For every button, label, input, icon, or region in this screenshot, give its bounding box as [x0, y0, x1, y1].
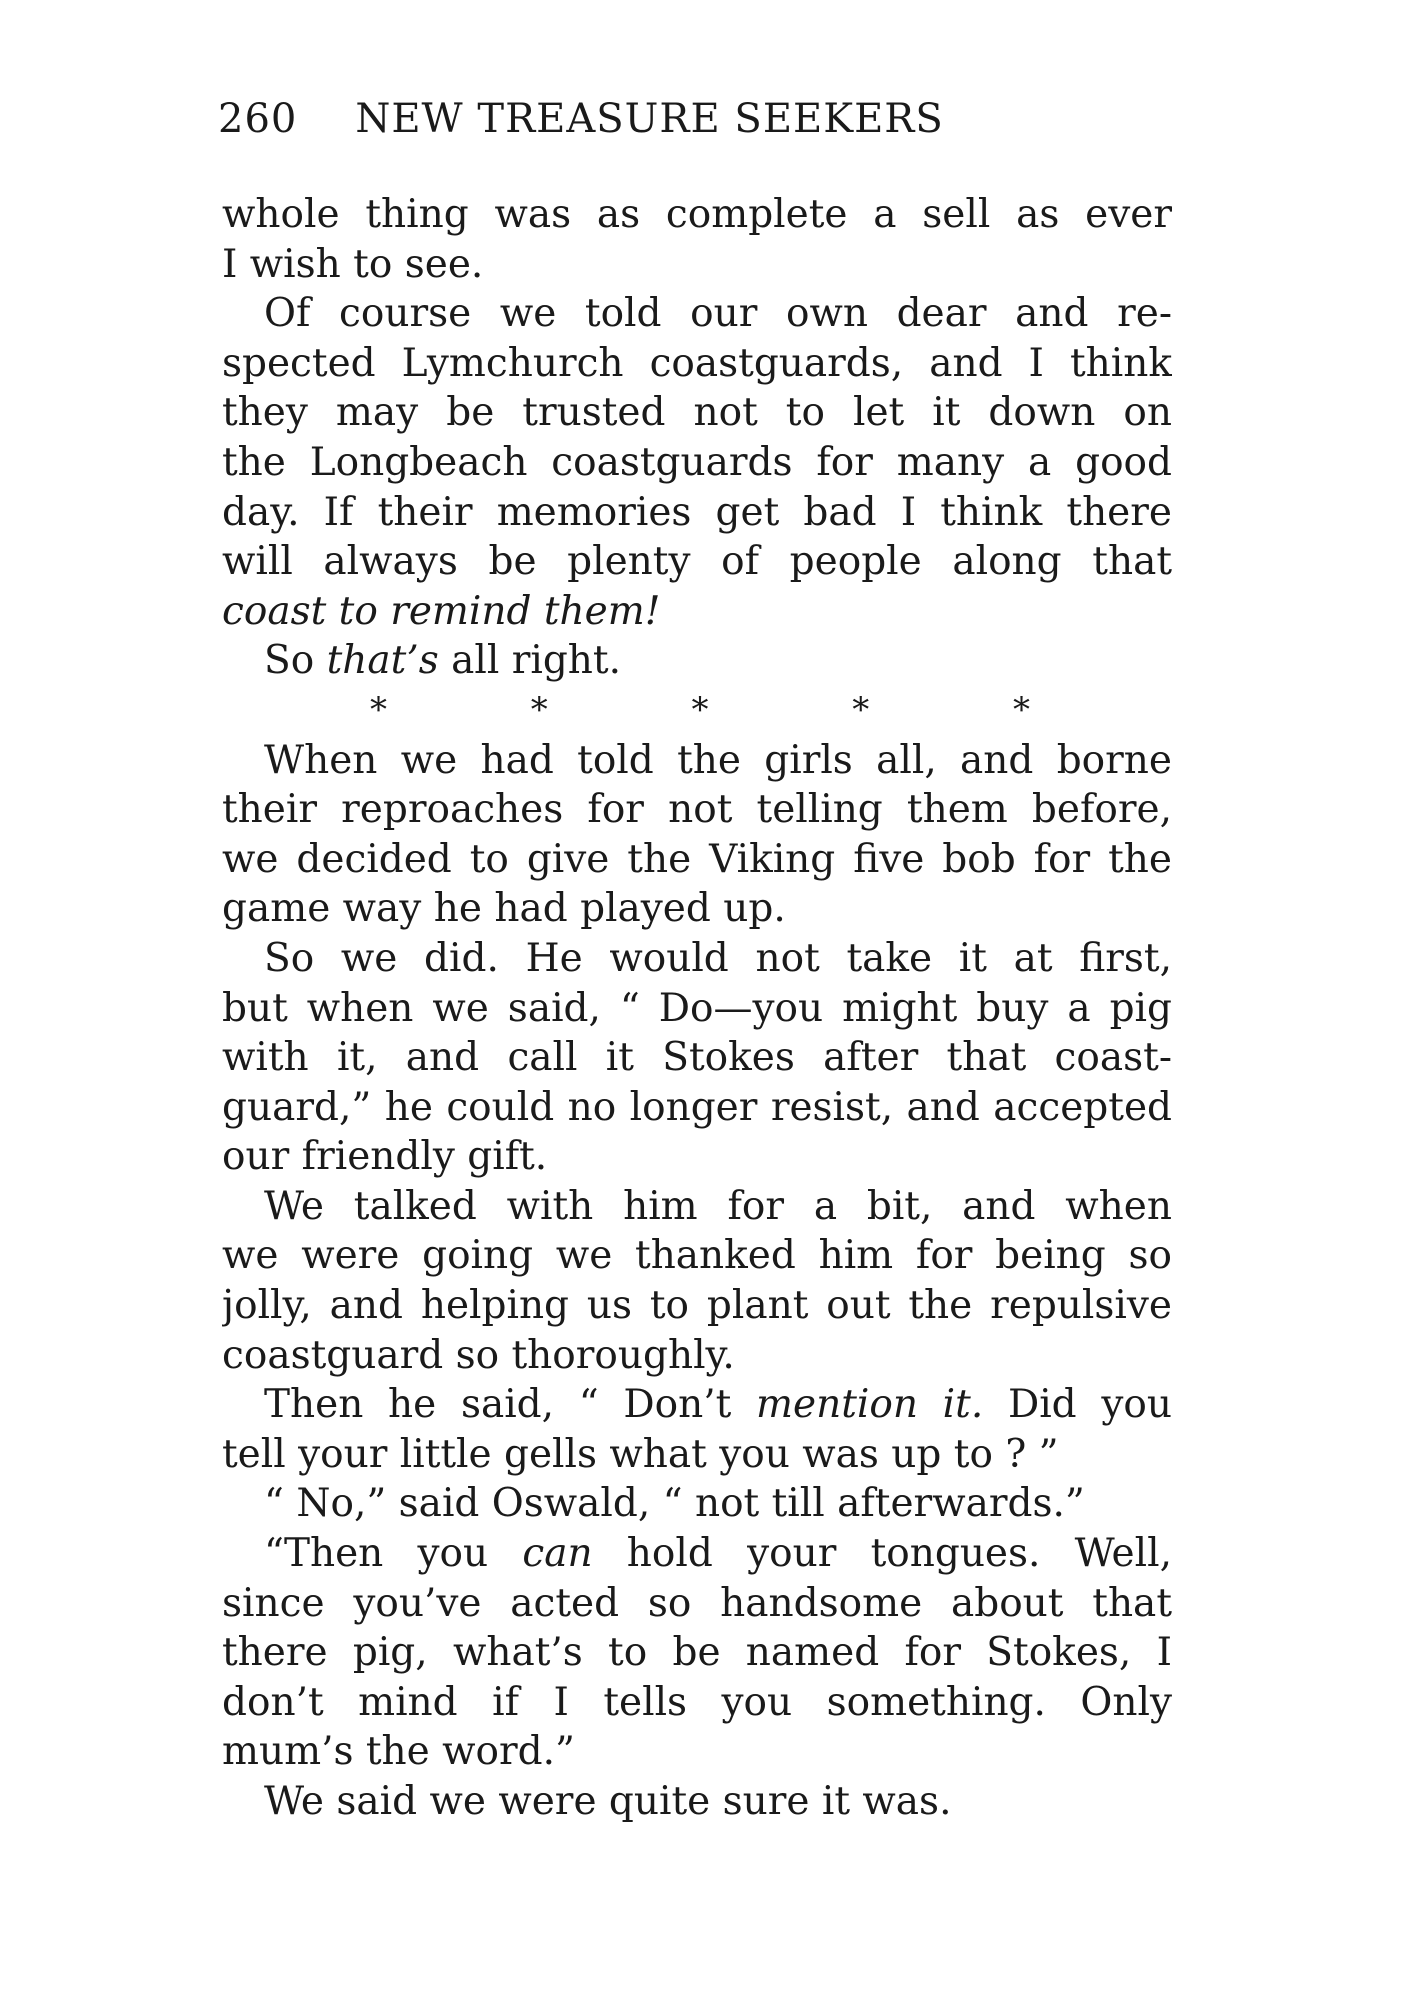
- asterisk: *: [530, 689, 548, 730]
- text-line: [222, 1529, 1172, 1579]
- text-line: When we had told the girls all, and borne: [264, 737, 1172, 783]
- text-line: [222, 1380, 1172, 1430]
- italic-text: can: [522, 1531, 593, 1577]
- text-line: will always be plenty of people along that: [222, 539, 1172, 585]
- text-line: the Longbeach coastguards for many a good: [222, 439, 1172, 485]
- text-line: since you’ve acted so handsome about that: [222, 1580, 1172, 1626]
- text-line: game way he had played up.: [222, 886, 786, 932]
- text-line: we were going we thanked him for being so: [222, 1233, 1172, 1279]
- text-line: coastguard so thoroughly.: [222, 1332, 735, 1378]
- section-separator: [370, 686, 1030, 736]
- text-run: Did you: [983, 1382, 1172, 1428]
- text-run: Then he said, “ Don’t: [264, 1382, 757, 1428]
- italic-text: mention it.: [756, 1382, 984, 1428]
- text-line: with it, and call it Stokes after that coast-: [222, 1035, 1172, 1081]
- text-line: day. If their memories get bad I think there: [222, 489, 1172, 535]
- page-number: 260: [218, 96, 298, 142]
- text-line: “ No,” said Oswald, “ not till afterwards.”: [264, 1481, 1085, 1527]
- body-text: [222, 190, 1172, 1827]
- text-line: don’t mind if I tells you something. Only: [222, 1679, 1172, 1725]
- asterisk: *: [370, 689, 387, 730]
- text-line: We said we were quite sure it was.: [264, 1779, 952, 1824]
- text-line: there pig, what’s to be named for Stokes, I: [222, 1630, 1172, 1676]
- italic-text: that’s: [326, 638, 439, 684]
- text-line: our friendly gift.: [222, 1134, 548, 1180]
- text-line: whole thing was as complete a sell as ever: [222, 192, 1172, 237]
- text-line: tell your little gells what you was up to ? ”: [222, 1431, 1059, 1477]
- asterisk: *: [1013, 689, 1030, 730]
- text-line: Of course we told our own dear and re-: [264, 291, 1172, 337]
- text-line: spected Lymchurch coastguards, and I think: [222, 340, 1172, 386]
- text-line: [222, 636, 1172, 686]
- asterisk: *: [691, 689, 709, 730]
- text-line: mum’s the word.”: [222, 1729, 575, 1775]
- italic-text: coast to remind them!: [222, 588, 661, 634]
- text-line: but when we said, “ Do—you might buy a pig: [222, 985, 1172, 1031]
- text-line: So we did. He would not take it at first,: [264, 935, 1172, 981]
- text-line: We talked with him for a bit, and when: [264, 1183, 1172, 1229]
- running-title: NEW TREASURE SEEKERS: [355, 96, 944, 142]
- text-line: I wish to see.: [222, 241, 484, 287]
- text-run: So: [264, 638, 327, 684]
- text-line: guard,” he could no longer resist, and accepted: [222, 1084, 1172, 1130]
- text-run: hold your tongues. Well,: [592, 1531, 1172, 1577]
- text-line: they may be trusted not to let it down on: [222, 390, 1172, 436]
- text-line: we decided to give the Viking five bob for the: [222, 836, 1172, 882]
- text-run: “Then you: [264, 1531, 523, 1577]
- text-line: their reproaches for not telling them before,: [222, 787, 1172, 833]
- text-run: all right.: [438, 638, 621, 684]
- asterisk: *: [852, 689, 870, 730]
- text-line: [222, 587, 1172, 637]
- text-line: jolly, and helping us to plant out the repulsive: [222, 1283, 1172, 1329]
- running-header: [218, 96, 1158, 152]
